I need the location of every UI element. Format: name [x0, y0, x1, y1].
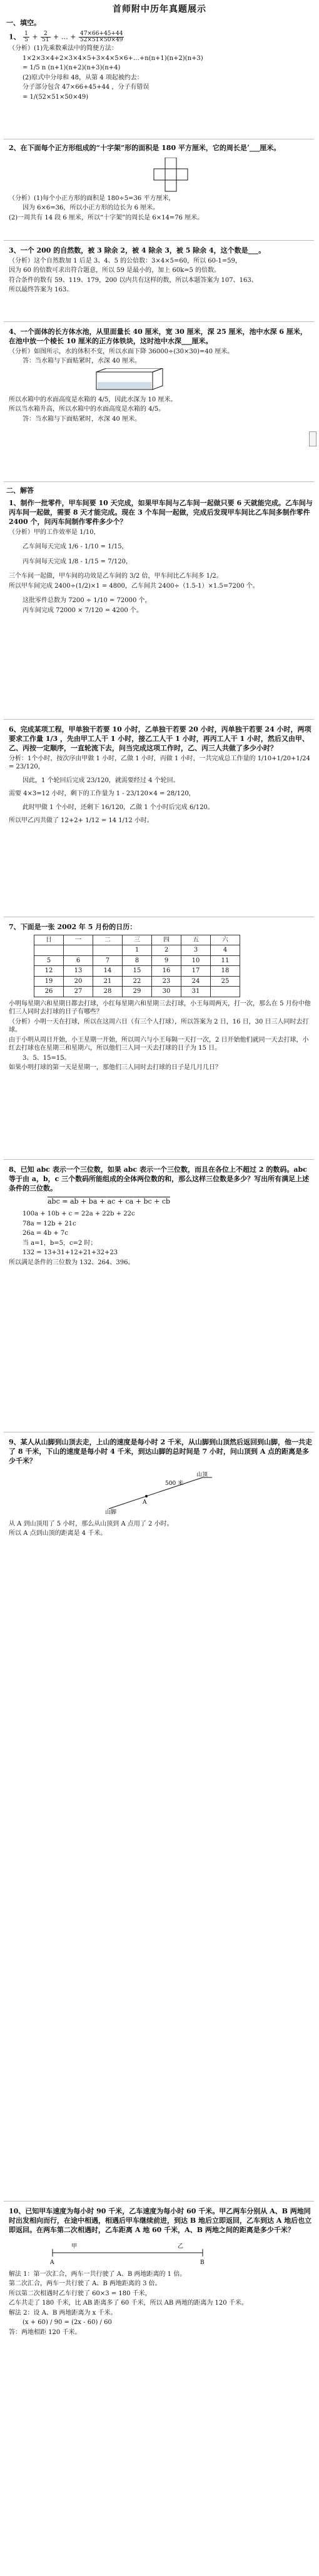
q1-step-4: 分子部分包含 47×66+45+44 ，分子有错误 [23, 84, 149, 91]
calendar-cell: 5 [34, 955, 64, 966]
question-9 [9, 1437, 313, 1539]
q8-analysis-3: 26a = 4b + 7c [23, 1230, 68, 1237]
q1-analysis: （分析）(1)先乘数乘法中的简便方法： [9, 45, 118, 52]
calendar-row [34, 955, 240, 966]
q2-analysis: （分析）(1)每个小正方形的面积是 180÷5=36 平方厘米， [9, 194, 175, 202]
calendar-header-cell: 三 [123, 935, 152, 945]
calendar-cell: 26 [34, 987, 64, 997]
calendar-cell: 16 [152, 966, 181, 977]
question-2 [9, 143, 313, 223]
calendar-cell: 23 [152, 976, 181, 987]
q4-analysis-5: 答：当水箱与下面贴紧时，水深 40 厘米。 [23, 415, 141, 423]
question-6-text: 6、完成某项工程，甲单独干若要 10 小时，乙单独干若要 20 小时，丙单独干若要 24 小时，两项要求工作量 1/3 ，先由甲工人干 1 小时，接乙工人干 1 小时，再丙工人干 1 小时，然后又由甲、乙、丙按一定顺序，一直轮流下去，问当完成这项工作时，乙、丙三人共做了多少小时？ [9, 725, 311, 752]
question-5-text: 1、制作一批零件，甲车间要 10 天完成，如果甲车间与乙车间一起做只要 6 天就能完成。乙车间与丙车间一起做，需要 8 天才能完成。现在 3 个车间一起做，完成后发现甲车间比乙车间多制作零件 2400 个，问丙车间制作零件多少个？ [9, 499, 313, 526]
calendar-header-cell: 一 [64, 935, 93, 945]
calendar-header-cell: 四 [152, 935, 181, 945]
calendar-cell: 21 [93, 976, 123, 987]
q8-analysis-5: 132 = 13+31+12+21+32+23 [23, 1249, 118, 1257]
q2-analysis-3: (2)一周共有 14 段 6 厘米，所以“十字架”的周长是 6×14=76 厘米。 [9, 214, 204, 221]
q3-analysis-2: 因为 60 的倍数可求出符合题意，所以 59 是最小的，加上 60k=5 的倍数。 [9, 267, 221, 274]
calendar-cell: 27 [64, 987, 93, 997]
question-2-text: 2、在下面每个正方形组成的“十字架”形的面积是 180 平方厘米，它的周长是ʼ___厘米。 [9, 144, 281, 152]
question-7 [9, 922, 313, 1074]
q5-analysis: （分析）甲的工作效率是 1/10， [9, 528, 100, 536]
q8-equation: abc = ab + ba + ac + ca + bc + cb [48, 1197, 171, 1205]
calendar-cell: 8 [123, 955, 152, 966]
calendar-cell: 10 [181, 955, 211, 966]
q7-analysis-3: 3、5、15=15。 [23, 1054, 71, 1062]
q6-analysis-1: 因此，1 个轮回后完成 23/120，就需要经过 4 个轮回。 [23, 777, 180, 784]
question-4-text: 4、一个面体的长方体水池，从里面量长 40 厘米，宽 30 厘米，深 25 厘米，池中水深 6 厘米，在池中放一个棱长 10 厘米的正方体铁块，这时池中水深___厘米。 [9, 328, 307, 345]
calendar-cell: 28 [93, 987, 123, 997]
point-a-label: A [143, 1499, 147, 1506]
fraction [79, 31, 124, 43]
q3-analysis: （分析）这个自然数加 1 后是 3、4、5 的公倍数：3×4×5=60，所以 60-1=59， [9, 257, 241, 264]
q1-step-2: = 1/5 n (n+1)(n+2)(n+3)(n+4) [23, 64, 121, 71]
question-8 [9, 1164, 313, 1268]
fraction: $\frac{1}{5}$ [24, 31, 28, 43]
calendar-row [34, 966, 240, 977]
mountain-figure [103, 1471, 215, 1515]
question-10-text: 10、已知甲车速度为每小时 90 千米，乙车速度为每小时 60 千米。甲乙两车分别从 A、B 两地同时出发相向而行，在途中相遇，相遇后甲车继续前进，到达 B 地后立即返回，乙车到达 A 地后也立即返回。在两车第二次相遇时，乙车距离 A 地 60 千米，A、B 两地之间的距离是多少千米？ [9, 2207, 312, 2234]
document-title: 首师附中历年真题展示 [113, 4, 206, 14]
question-6 [9, 724, 313, 827]
q1-step-3: (2)原式中分母和 48，从第 4 项起被约去： [23, 74, 143, 81]
q6-analysis-2: 需要 4×3=12 小时，剩下的工作量为 1 - 23/120×4 = 28/120， [9, 790, 195, 798]
mountain-top-label: 山顶 [196, 1471, 208, 1478]
divider [4, 719, 314, 720]
q6-analysis-3: 此时甲做 1 个小时，还剩下 16/120，乙做 1 个小时后完成 6/120。 [23, 803, 214, 811]
question-8-text: 8、已知 abc 表示一个三位数，如果 abc 表示一个三位数，而且在各位上不超过 2 的数码。abc 等于由 a，b，c 三个数码所能组成的全体两位数的和，那么这样三位数是多少？写出所有满足上述条件的三位数。 [9, 1165, 310, 1192]
calendar-cell: 14 [93, 966, 123, 977]
q5-analysis-1: 乙车间每天完成 1/6 - 1/10 = 1/15， [23, 543, 128, 551]
car-a-label: 甲 [71, 2243, 78, 2250]
question-1-label: 1、 [9, 33, 21, 41]
q10-analysis-6: (x + 60) / 90 = (2x - 60) / 60 [23, 2319, 112, 2327]
calendar-cell: 19 [34, 976, 64, 987]
water-tank-figure [84, 368, 184, 393]
q8-analysis-4: 当 a=1，b=5，c=2 时； [23, 1239, 97, 1247]
calendar-cell: 31 [181, 987, 211, 997]
q3-analysis-3: 符合条件的数有 59、119、179，200 以内共有这样的数，所以本题答案为 107、163、 [9, 276, 258, 284]
calendar-cell [93, 945, 123, 956]
q1-step-1: 1×2×3×4+2×3×4×5+3×4×5×6+…+n(n+1)(n+2)(n+3) [23, 54, 203, 62]
q7-analysis-1: 小明每星期六和星期日都去打球，小红每星期六和星期三去打球，小王每周两天，打一次，那么在 5 月份中他们三人同时去打球的日子有哪些？ [9, 1000, 311, 1016]
calendar-header-cell: 六 [211, 935, 240, 945]
calendar-cell [64, 945, 93, 956]
calendar-cell: 4 [211, 945, 240, 956]
q5-analysis-4: 所以甲车间完成 2400÷(1/2)×1 = 4800，乙车间共 2400÷（1.5-1）×1.5=7200 个。 [9, 582, 259, 590]
calendar-cell: 3 [181, 945, 211, 956]
q10-analysis-3: 所以第二次相遇时乙车行驶了 60×3 = 180 千米， [9, 2290, 151, 2297]
q4-analysis: （分析）如图所示，水的体积不变，所以水面下降 36000÷(30×30)=40 厘米。 [9, 348, 234, 355]
calendar-header-cell: 日 [34, 935, 64, 945]
calendar-cell [34, 945, 64, 956]
question-7-text: 7、下面是一张 2002 年 5 月份的日历： [9, 923, 137, 931]
calendar-header-cell: 二 [93, 935, 123, 945]
q10-analysis-5: 解法 2：设 A、B 两地距离为 x 千米。 [9, 2309, 117, 2317]
calendar-cell: 24 [181, 976, 211, 987]
calendar-cell: 2 [152, 945, 181, 956]
divider [4, 240, 314, 241]
divider [4, 321, 314, 322]
q10-analysis-7: 答：两地相距 120 千米。 [9, 2328, 81, 2336]
calendar-cell: 7 [93, 955, 123, 966]
section-heading-fill-in: 一、填空。 [6, 19, 41, 27]
calendar-cell: 25 [211, 976, 240, 987]
q8-analysis-1: 100a + 10b + c = 22a + 22b + 22c [23, 1210, 135, 1218]
calendar-cell: 11 [211, 955, 240, 966]
divider [4, 481, 314, 482]
point-a-label: A [50, 2259, 54, 2265]
q4-analysis-2: 答：当水箱与下面贴紧时，水深 40 厘米。 [23, 358, 141, 365]
q10-analysis-1: 解法 1：第一次汇合，两车一共行驶了 A、B 两地距离的 1 倍。 [9, 2270, 186, 2278]
q7-analysis-2: 由于小明从周日开始，小王星期一开始，所以周六与小王每隔一天打一次，2 日开始他们就同一天去打球，小红去打球也在星期三和星期六，所以他们三人同一天去打球的日子为 15 日。 [9, 1036, 309, 1052]
q10-analysis-4: 乙车共走了 180 千米，比 AB 距离多了 60 千米，所以 AB 两地的距离为 120 千米。 [9, 2300, 248, 2307]
distance-label: 500 米 [165, 1480, 184, 1487]
divider [4, 1159, 314, 1160]
q1-step-5: = 1/(52×51×50×49) [23, 93, 89, 101]
q3-analysis-4: 所以最终答案为 163。 [9, 286, 73, 294]
q1-denominator: 52×51×50×49 [79, 37, 123, 43]
calendar-cell: 1 [123, 945, 152, 956]
question-3 [9, 245, 313, 296]
calendar-cell: 12 [34, 966, 64, 977]
q5-analysis-3: 三个车间一起做，甲车间的功效是乙车间的 3/2 倍，甲车间比乙车间多 1/2。 [9, 573, 223, 580]
question-3-text: 3、一个 200 的自然数，被 3 除余 2，被 4 除余 3，被 5 除余 4，这个数是___。 [9, 246, 266, 254]
q6-analysis: 分析：1个小时，按次序由甲做 1 小时，乙做 1 小时，丙做 1 小时，一共完成总工作量的 1/10+1/20+1/24 = 23/120， [9, 755, 310, 771]
q8-analysis-6: 所以满足条件的三位数为 132、264、396。 [9, 1259, 134, 1266]
q4-analysis-4: 所以当水箱升高，所以水箱中的水面高度是水箱的 4/5。 [9, 406, 165, 413]
calendar-cell [211, 987, 240, 997]
q9-analysis-1: 从 A 到山顶用了 5 小时，那么从山顶到 A 点用了 2 小时。 [9, 1520, 173, 1527]
point-b-label: B [200, 2259, 205, 2265]
fraction: $\frac{2}{51}$ [42, 31, 49, 43]
question-9-text: 9、某人从山脚到山顶去走，上山的速度是每小时 2 千米，从山脚到山顶然后返回到山脚，他一共走了 8 千米，下山的速度是每小时 4 千米，到达山脚的总时间是 7 小时，问山顶到 A 点的距离是多少千米？ [9, 1438, 312, 1465]
q5-analysis-5: 这批零件总数为 7200 ÷ 1/10 = 72000 个， [23, 597, 151, 605]
question-4 [9, 326, 313, 425]
q8-analysis-2: 78a = 12b + 21c [23, 1220, 76, 1227]
calendar-cell: 18 [211, 966, 240, 977]
q5-analysis-2: 丙车间每天完成 1/8 - 1/15 = 7/120， [23, 558, 133, 565]
question-10 [9, 2206, 313, 2338]
q6-analysis-4: 所以甲乙丙共做了 12+2+ 1/12 = 14 1/12 小时。 [9, 817, 153, 825]
q1-numerator: 47×66+45+44 [79, 31, 123, 37]
calendar-table [34, 935, 240, 997]
calendar-cell: 29 [123, 987, 152, 997]
calendar-cell: 15 [123, 966, 152, 977]
calendar-cell: 20 [64, 976, 93, 987]
mountain-foot-label: 山脚 [105, 1509, 117, 1515]
calendar-header-cell: 五 [181, 935, 211, 945]
q5-analysis-6: 丙车间完成 72000 × 7/120 = 4200 个。 [23, 606, 143, 614]
calendar-row [34, 945, 240, 956]
calendar-row [34, 976, 240, 987]
question-5 [9, 498, 313, 616]
page-side-tab [309, 431, 316, 446]
q4-analysis-3: 所以水箱中的水面高度是水箱的 4/5，因此水深为 10 厘米。 [9, 396, 177, 403]
calendar-cell: 9 [152, 955, 181, 966]
route-figure [46, 2240, 209, 2265]
q7-analysis-4: 如果小明打球的第一天是星期一，那他们三人同时去打球的日子是几月几日？ [9, 1064, 221, 1072]
calendar-row [34, 987, 240, 997]
calendar-cell: 22 [123, 976, 152, 987]
q9-analysis-2: 所以 A 点到山顶的距离是 4 千米。 [9, 1530, 107, 1537]
calendar-cell: 17 [181, 966, 211, 977]
q2-analysis-2: 因为 6×6=36，所以小正方形的边长为 6 厘米。 [23, 204, 160, 212]
calendar-header-row [34, 935, 240, 945]
calendar-cell: 6 [64, 955, 93, 966]
section-heading-solve: 二、解答 [6, 486, 34, 495]
calendar-cell: 30 [152, 987, 181, 997]
calendar-cell: 13 [64, 966, 93, 977]
question-1: 1、 $\frac{1}{5}$ + $\frac{2}{51}$ + … + $\frac{47\times 66+45+44}{52\times 51\times 50\times 49}$ （分析）(1)先乘数乘法中的简便方法： 1×2×3×4+2×3×4×5+3×4×5×6+…+n(n+1)(n+2)(n+3) = 1/5 n (n+1)(n+2)(n+3)(n+4) (2)原式中分母和 48，从第 4 项起被约去： 分子部分包含 47×66+45+44 ，分子有错误 = 1/(52×51×50×49) [9, 30, 313, 103]
q7-analysis: （分析）小明一天在打球，所以在这周六日（有三个人打球），所以答案为 2 日，16 日，30 日三人同时去打球。 [9, 1018, 309, 1034]
q10-analysis-2: 第二次汇合，两车一共行驶了 A、B 两地距离的 3 倍。 [9, 2280, 161, 2288]
car-b-label: 乙 [178, 2243, 184, 2250]
cross-shape-figure [153, 158, 190, 195]
